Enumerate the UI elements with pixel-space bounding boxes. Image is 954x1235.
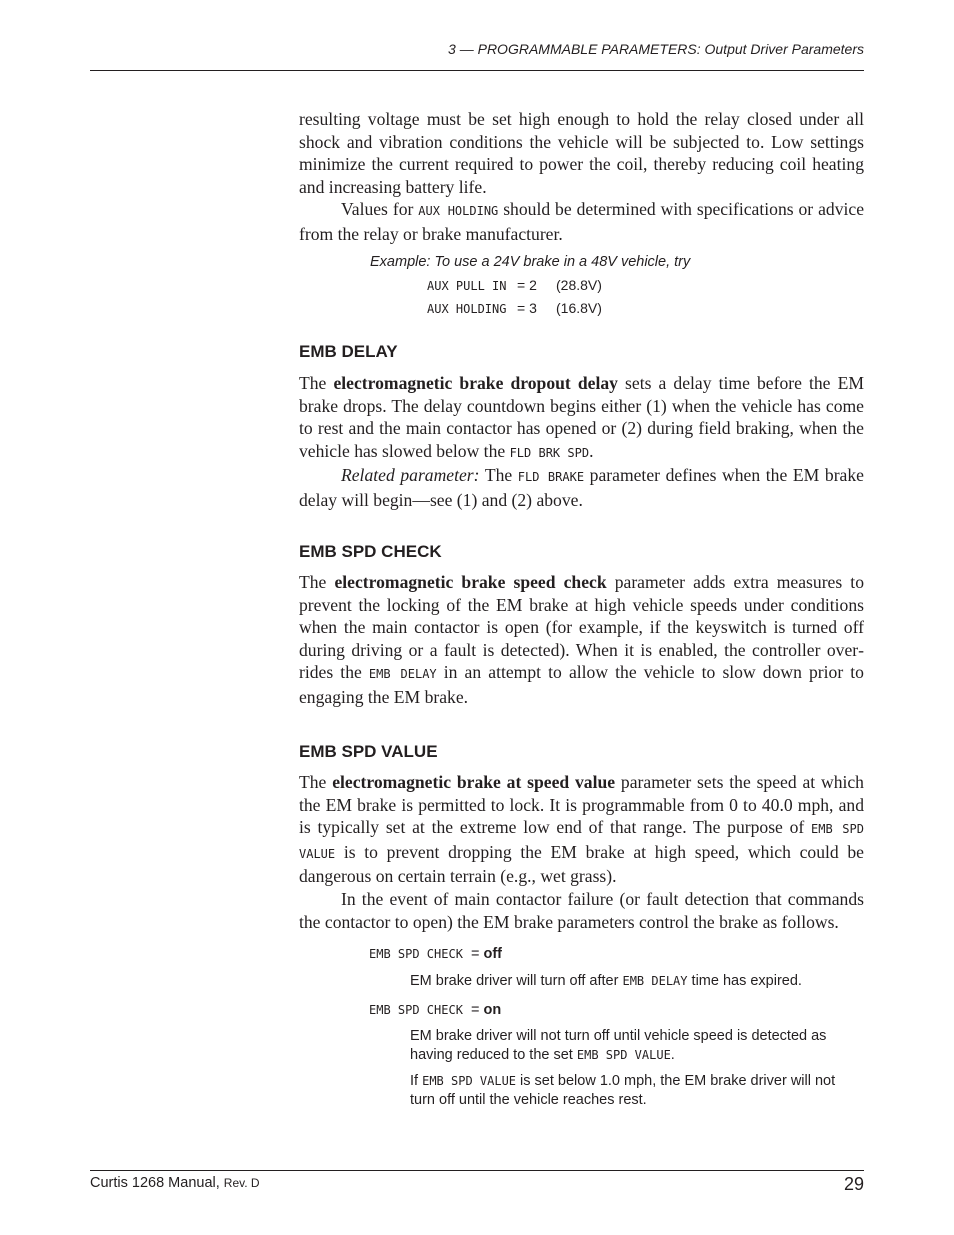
contactor-failure-paragraph: In the event of main contactor failure (or fault detection that commands the contactor to open) the EM brake parameters control the brake as follows. <box>299 888 864 932</box>
footer-manual-title: Curtis 1268 Manual, Rev. D <box>90 1175 260 1191</box>
param-code: EMB SPD CHECK <box>369 1003 463 1017</box>
example-param: AUX HOLDING <box>427 302 507 316</box>
example-param: AUX PULL IN <box>427 279 507 293</box>
param-code: EMB SPD CHECK <box>369 947 463 961</box>
example-row: AUX HOLDING = 3 (16.8V) <box>427 300 602 316</box>
aux-holding-paragraph: Values for AUX HOLDING should be determined with specifications or advice from the relay or brake manufacturer. <box>299 199 864 244</box>
param-code: FLD BRK SPD <box>509 445 590 460</box>
emb-spd-value-heading: EMB SPD VALUE <box>299 742 438 761</box>
emb-spd-check-paragraph: The electromagnetic brake speed check parameter adds extra measures to prevent the locking of the EM brake at high vehicle speeds under conditions when the main contactor is open (for example, if the keyswitch is turned off during driving or a fault is detected). When it is enabled, the controller overrides the EMB DELAY in an attempt to allow the vehicle to slow down prior to engaging the EM brake. <box>299 572 864 707</box>
emb-spd-check-heading: EMB SPD CHECK <box>299 542 442 561</box>
param-code: EMB DELAY <box>368 667 437 682</box>
page-number: 29 <box>843 1174 864 1194</box>
param-code: EMB SPD VALUE <box>299 822 864 861</box>
param-code: AUX HOLDING <box>418 204 499 219</box>
setting-on-note: If EMB SPD VALUE is set below 1.0 mph, the EM brake driver will not turn off until the vehicle reaches rest. <box>410 1073 836 1108</box>
emb-spd-value-paragraph: The electromagnetic brake at speed value parameter sets the speed at which the EM brake is permitted to lock. It is programmable from 0 to 40.0 mph, and is typically set at the extreme low end of that range. The purpose of EMB SPD VALUE is to prevent dropping the EM brake at high speed, which could be dangerous on certain terrain (e.g., wet grass). <box>299 772 864 887</box>
param-code: FLD BRAKE <box>517 470 585 485</box>
footer-rule <box>90 1170 864 1171</box>
setting-on-label: EMB SPD CHECK = on <box>369 1002 502 1018</box>
setting-off-description: EM brake driver will turn off after EMB DELAY time has expired. <box>410 973 802 989</box>
setting-on-description: EM brake driver will not turn off until vehicle speed is detected as having reduced to the set EMB SPD VALUE. <box>410 1028 827 1063</box>
example-row: AUX PULL IN = 2 (28.8V) <box>427 277 602 293</box>
revision-label: Rev. D <box>223 1176 260 1190</box>
example-title: Example: To use a 24V brake in a 48V vehicle, try <box>370 254 691 270</box>
setting-off-label: EMB SPD CHECK = off <box>369 946 502 962</box>
param-code: EMB SPD VALUE <box>422 1074 517 1088</box>
emb-delay-section <box>299 372 864 512</box>
emb-spd-value-section <box>299 771 864 933</box>
emb-delay-paragraph: The electromagnetic brake dropout delay sets a delay time before the EM brake drops. The delay countdown begins either (1) when the vehicle has come to rest and the main contactor has opened or (2) during field braking, when the vehicle has slowed below the FLD BRK SPD. <box>299 373 864 461</box>
running-header: 3 — PROGRAMMABLE PARAMETERS: Output Driver Parameters <box>448 41 864 57</box>
emb-delay-heading: EMB DELAY <box>299 342 398 361</box>
emb-spd-check-section <box>299 571 864 709</box>
intro-section <box>299 108 864 246</box>
related-parameter-paragraph: Related parameter: The FLD BRAKE parameter defines when the EM brake delay will begin—see (1) and (2) above. <box>299 465 864 510</box>
param-code: EMB SPD VALUE <box>576 1048 671 1062</box>
intro-paragraph: resulting voltage must be set high enough to hold the relay closed under all shock and vibration conditions the vehicle will be subjected to. Low settings minimize the current required to power the coil, thereby reducing coil heating and increasing battery life. <box>299 109 864 197</box>
param-code: EMB DELAY <box>622 974 688 988</box>
header-rule <box>90 70 864 71</box>
